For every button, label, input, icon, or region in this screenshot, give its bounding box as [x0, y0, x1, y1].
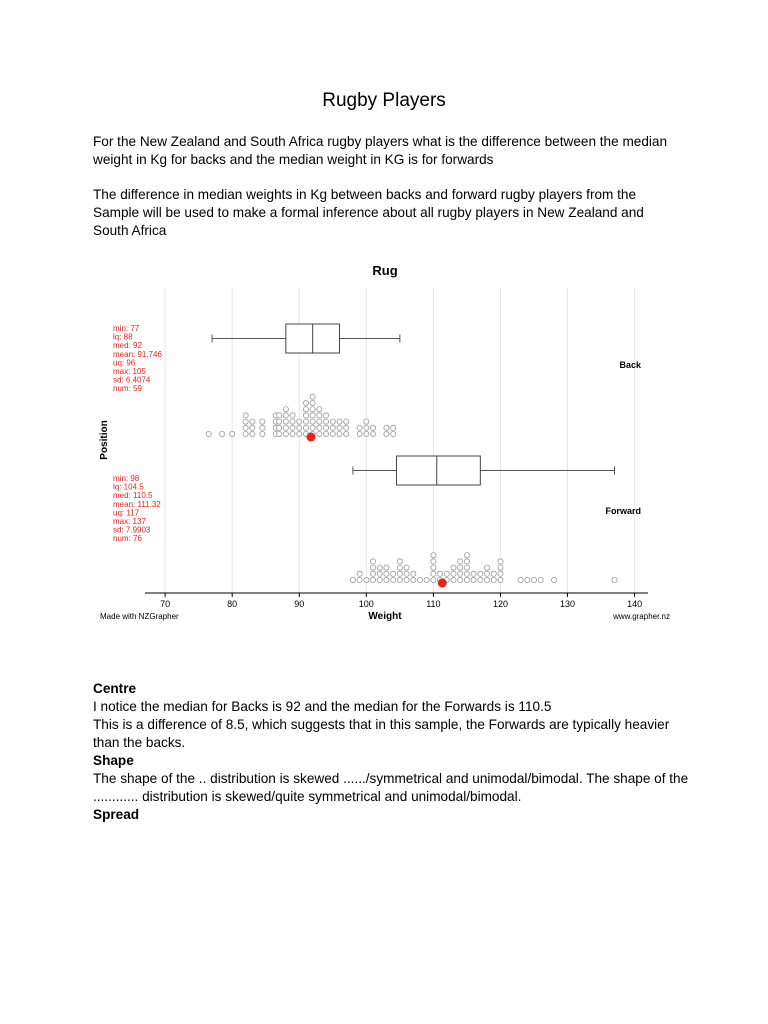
back-data-point	[370, 431, 375, 436]
forward-data-point	[484, 571, 489, 576]
forward-data-point	[397, 565, 402, 570]
back-data-point	[310, 407, 315, 412]
forward-data-point	[431, 553, 436, 558]
y-axis-label: Position	[99, 420, 110, 460]
back-data-point	[297, 431, 302, 436]
back-data-point	[303, 400, 308, 405]
forward-data-point	[397, 571, 402, 576]
spread-heading: Spread	[93, 807, 140, 822]
forward-data-point	[384, 565, 389, 570]
back-data-point	[290, 413, 295, 418]
forward-data-point	[478, 577, 483, 582]
forward-data-point	[397, 559, 402, 564]
forward-data-point	[451, 565, 456, 570]
back-data-point	[283, 425, 288, 430]
forward-stat-line: mean: 111.32	[113, 499, 161, 509]
back-data-point	[317, 419, 322, 424]
forward-data-point	[431, 571, 436, 576]
forward-data-point	[458, 577, 463, 582]
forward-data-point	[484, 577, 489, 582]
intro-paragraph: The difference in median weights in Kg between backs and forward rugby players from the Sample will be used to make a formal inference about all rugby players in New Zealand and South Africa	[93, 187, 644, 238]
forward-data-point	[498, 565, 503, 570]
forward-data-point	[384, 571, 389, 576]
forward-data-point	[464, 571, 469, 576]
back-data-point	[330, 425, 335, 430]
rugby-weight-chart	[95, 260, 675, 630]
forward-data-point	[464, 565, 469, 570]
back-data-point	[283, 431, 288, 436]
back-stat-line: mean: 91.746	[113, 349, 162, 359]
back-stat-line: uq: 96	[113, 358, 136, 368]
forward-data-point	[370, 559, 375, 564]
back-data-point	[206, 431, 211, 436]
back-data-point	[290, 419, 295, 424]
chart-svg	[95, 260, 675, 630]
back-data-point	[250, 425, 255, 430]
back-data-point	[250, 431, 255, 436]
forward-data-point	[377, 577, 382, 582]
forward-data-point	[471, 577, 476, 582]
forward-data-point	[384, 577, 389, 582]
back-data-point	[243, 431, 248, 436]
back-data-point	[243, 419, 248, 424]
forward-data-point	[451, 577, 456, 582]
centre-line-2: This is a difference of 8.5, which suggests that in this sample, the Forwards are typically heavier than the backs.	[93, 717, 670, 750]
back-data-point	[290, 431, 295, 436]
forward-stat-line: sd: 7.9903	[113, 525, 151, 535]
back-data-point	[317, 431, 322, 436]
forward-data-point	[444, 571, 449, 576]
back-data-point	[220, 431, 225, 436]
back-data-point	[344, 419, 349, 424]
forward-data-point	[357, 571, 362, 576]
back-data-point	[364, 431, 369, 436]
forward-data-point	[370, 571, 375, 576]
back-data-point	[250, 419, 255, 424]
forward-data-point	[377, 571, 382, 576]
x-tick-label: 110	[426, 599, 441, 609]
chart-title: Rug	[372, 263, 398, 278]
shape-text: The shape of the .. distribution is skewed ....../symmetrical and unimodal/bimodal. The shape of the ............ distribution is skewed/quite symmetrical and unimodal/bimodal.	[93, 771, 689, 804]
back-data-point	[330, 431, 335, 436]
forward-data-point	[370, 577, 375, 582]
forward-group-label: Forward	[605, 506, 641, 516]
forward-data-point	[538, 577, 543, 582]
forward-mean-marker	[438, 579, 447, 588]
forward-data-point	[484, 565, 489, 570]
back-data-point	[310, 425, 315, 430]
back-group-label: Back	[619, 360, 641, 370]
back-data-point	[297, 419, 302, 424]
back-stat-line: med: 92	[113, 341, 142, 351]
back-data-point	[384, 425, 389, 430]
forward-data-point	[424, 577, 429, 582]
back-data-point	[391, 425, 396, 430]
back-data-point	[391, 431, 396, 436]
back-data-point	[277, 425, 282, 430]
back-data-point	[323, 431, 328, 436]
back-stat-line: sd: 6.4074	[113, 375, 151, 385]
forward-data-point	[478, 571, 483, 576]
forward-data-point	[391, 571, 396, 576]
back-stat-line: num: 59	[113, 384, 142, 394]
back-data-point	[260, 419, 265, 424]
forward-data-point	[498, 559, 503, 564]
forward-data-point	[464, 577, 469, 582]
back-data-point	[303, 407, 308, 412]
forward-box	[397, 456, 481, 485]
forward-data-point	[525, 577, 530, 582]
back-data-point	[277, 431, 282, 436]
back-data-point	[337, 425, 342, 430]
back-data-point	[260, 425, 265, 430]
shape-heading: Shape	[93, 753, 134, 768]
back-data-point	[317, 407, 322, 412]
back-data-point	[310, 400, 315, 405]
forward-data-point	[391, 577, 396, 582]
back-data-point	[323, 419, 328, 424]
forward-stat-line: num: 76	[113, 534, 142, 544]
back-data-point	[310, 394, 315, 399]
forward-data-point	[370, 565, 375, 570]
centre-line-1: I notice the median for Backs is 92 and the median for the Forwards is 110.5	[93, 699, 552, 714]
forward-data-point	[364, 577, 369, 582]
back-data-point	[323, 413, 328, 418]
back-data-point	[357, 431, 362, 436]
forward-data-point	[471, 571, 476, 576]
x-tick-label: 140	[627, 599, 643, 609]
back-data-point	[357, 425, 362, 430]
forward-data-point	[404, 565, 409, 570]
back-data-point	[283, 413, 288, 418]
back-data-point	[297, 425, 302, 430]
forward-data-point	[431, 577, 436, 582]
forward-data-point	[612, 577, 617, 582]
forward-data-point	[518, 577, 523, 582]
centre-heading: Centre	[93, 681, 137, 696]
back-data-point	[323, 425, 328, 430]
back-data-point	[277, 419, 282, 424]
forward-data-point	[464, 559, 469, 564]
back-data-point	[344, 425, 349, 430]
back-data-point	[344, 431, 349, 436]
analysis-section	[93, 680, 693, 824]
forward-data-point	[458, 559, 463, 564]
forward-stat-line: uq: 117	[113, 508, 140, 518]
back-stat-line: min: 77	[113, 324, 140, 333]
back-stat-line: max: 105	[113, 367, 146, 376]
back-data-point	[303, 419, 308, 424]
forward-data-point	[377, 565, 382, 570]
forward-data-point	[464, 553, 469, 558]
forward-data-point	[404, 577, 409, 582]
forward-data-point	[498, 577, 503, 582]
back-data-point	[310, 419, 315, 424]
forward-data-point	[451, 571, 456, 576]
x-tick-label: 70	[160, 599, 171, 609]
back-data-point	[243, 425, 248, 430]
forward-stat-line: max: 137	[113, 517, 146, 526]
footer-left: Made with NZGrapher	[100, 612, 179, 621]
forward-stat-line: med: 110.5	[113, 491, 153, 501]
forward-data-point	[491, 571, 496, 576]
back-data-point	[364, 419, 369, 424]
forward-data-point	[458, 565, 463, 570]
forward-data-point	[552, 577, 557, 582]
back-data-point	[317, 425, 322, 430]
forward-data-point	[491, 577, 496, 582]
back-stat-line: lq: 88	[113, 332, 133, 342]
back-data-point	[277, 413, 282, 418]
back-data-point	[337, 431, 342, 436]
back-data-point	[283, 419, 288, 424]
x-axis-label: Weight	[368, 611, 402, 622]
back-data-point	[370, 425, 375, 430]
forward-data-point	[498, 571, 503, 576]
footer-right: www.grapher.nz	[613, 612, 670, 621]
forward-data-point	[458, 571, 463, 576]
forward-data-point	[431, 559, 436, 564]
back-data-point	[230, 431, 235, 436]
back-data-point	[337, 419, 342, 424]
back-data-point	[310, 413, 315, 418]
back-data-point	[317, 413, 322, 418]
forward-stat-line: min: 98	[113, 474, 140, 483]
back-data-point	[330, 419, 335, 424]
page-title: Rugby Players	[322, 90, 446, 111]
x-tick-label: 120	[492, 599, 508, 609]
back-data-point	[384, 431, 389, 436]
x-tick-label: 80	[227, 599, 238, 609]
forward-data-point	[357, 577, 362, 582]
back-data-point	[303, 413, 308, 418]
forward-data-point	[431, 565, 436, 570]
question-paragraph: For the New Zealand and South Africa rugby players what is the difference between the median weight in Kg for backs and the median weight in KG is for forwards	[93, 134, 668, 167]
forward-data-point	[411, 571, 416, 576]
forward-data-point	[531, 577, 536, 582]
forward-data-point	[417, 577, 422, 582]
forward-data-point	[397, 577, 402, 582]
back-data-point	[303, 425, 308, 430]
x-tick-label: 100	[358, 599, 374, 609]
back-data-point	[260, 431, 265, 436]
forward-stat-line: lq: 104.5	[113, 482, 144, 492]
back-data-point	[243, 413, 248, 418]
forward-data-point	[411, 577, 416, 582]
forward-data-point	[350, 577, 355, 582]
back-data-point	[364, 425, 369, 430]
forward-data-point	[404, 571, 409, 576]
back-data-point	[290, 425, 295, 430]
x-tick-label: 90	[294, 599, 305, 609]
back-mean-marker	[306, 433, 315, 442]
forward-data-point	[437, 571, 442, 576]
x-tick-label: 130	[560, 599, 576, 609]
back-data-point	[283, 407, 288, 412]
